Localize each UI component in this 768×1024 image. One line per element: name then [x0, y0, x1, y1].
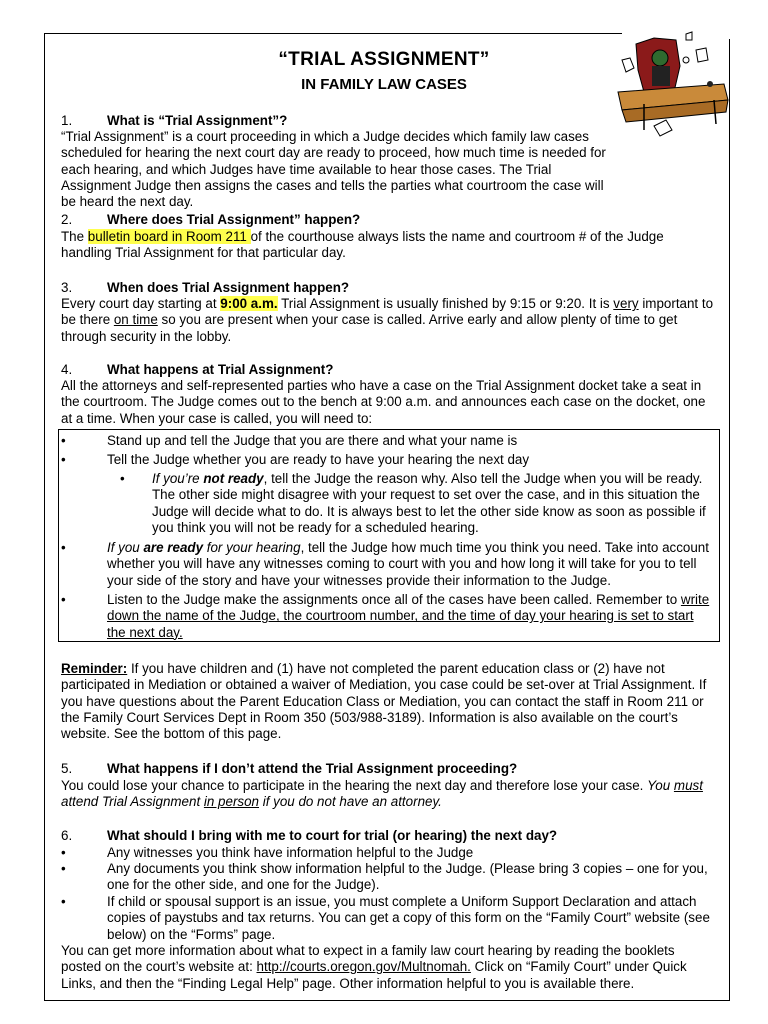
list-item: Any witnesses you think have information helpful to the Judge: [107, 845, 474, 860]
section-6-question: 6. What should I bring with me to court for trial (or hearing) the next day?: [61, 828, 558, 843]
section-5-question: 5. What happens if I don’t attend the Trial Assignment proceeding?: [61, 761, 518, 776]
judge-clipart-icon: [614, 30, 730, 142]
section-1-body: “Trial Assignment” is a court proceeding in which a Judge decides which family law cases scheduled for hearing the next court day are ready to proceed, how much time is needed for each hearing, and which Judges have time available to hear those cases. The Trial Assignment Judge then assigns the cases and tells the parties what courtroom the case will be heard the next day.: [61, 129, 606, 210]
section-1-question: 1. What is “Trial Assignment”?: [61, 113, 288, 128]
section-2-question: 2. Where does Trial Assignment” happen?: [61, 212, 361, 227]
section-5-body: You could lose your chance to participate in the hearing the next day and therefore lose your case. You must attend Trial Assignment in person if you do not have an attorney.: [61, 778, 703, 810]
section-2-body: The bulletin board in Room 211 of the courthouse always lists the name and courtroom # of the Judge handling Trial Assignment for that particular day.: [61, 229, 664, 261]
section-4-question: 4. What happens at Trial Assignment?: [61, 362, 334, 377]
list-item: If child or spousal support is an issue, you must complete a Uniform Support Declaration and attach copies of paystubs and tax returns. You can get a copy of this form on the “Family Court” website (see below) on the “Forms” page.: [107, 894, 710, 942]
page-subtitle: IN FAMILY LAW CASES: [301, 76, 467, 93]
reminder-paragraph: Reminder: If you have children and (1) have not completed the parent education class or (2) have not participated in Mediation or obtained a waiver of Mediation, you case could be set-over at Trial Assignment. If you have questions about the Parent Education Class or Mediation, you can contact the staff in Room 211 or the Family Court Services Dept in Room 350 (503/988-3189). Information is also available on the court’s website. See the bottom of this page.: [61, 661, 707, 742]
section-3-body: Every court day starting at 9:00 a.m. Trial Assignment is usually finished by 9:15 or 9:20. It is very important to be there on time so you are present when your case is called. Arrive early and allow plenty of time to get through security in the lobby.: [61, 296, 714, 344]
section-3-question: 3. When does Trial Assignment happen?: [61, 280, 350, 295]
list-item: Listen to the Judge make the assignments once all of the cases have been called. Remember to write down the name of the Judge, the courtroom number, and the time of day your hearing is set to start the next day.: [107, 592, 710, 640]
room-211-highlight: bulletin board in Room 211: [87, 229, 251, 244]
footer-paragraph: You can get more information about what to expect in a family law court hearing by reading the booklets posted on the court’s website at: http://courts.oregon.gov/Multnomah. Click on “Family Court” under Quick Links, and then the “Finding Legal Help” page. Other information helpful to you is available there.: [61, 943, 687, 991]
list-item: Any documents you think show information helpful to the Judge. (Please bring 3 copies – one for you, one for the other side, and one for the Judge).: [107, 861, 708, 893]
list-item: If you’re not ready, tell the Judge the reason why. Also tell the Judge when you will be ready. The other side might disagree with your request to set over the case, and in this situation the Judge will decide what to do. It is always best to let the other side know as soon as possible if you think you will not be ready for a scheduled hearing.: [152, 471, 706, 535]
time-highlight: 9:00 a.m.: [220, 296, 278, 311]
list-item: Stand up and tell the Judge that you are there and what your name is: [107, 433, 518, 448]
list-item: Tell the Judge whether you are ready to have your hearing the next day: [107, 452, 530, 467]
page-title: “TRIAL ASSIGNMENT”: [278, 49, 490, 70]
section-4-body: All the attorneys and self-represented parties who have a case on the Trial Assignment docket take a seat in the courtroom. The Judge comes out to the bench at 9:00 a.m. and announces each case on the docket, one at a time. When your case is called, you will need to:: [61, 378, 706, 426]
list-item: If you are ready for your hearing, tell the Judge how much time you think you need. Take into account whether you will have any witnesses coming to court with you and how long it will take for you to tell your side of the story and have your witnesses provide their information to the Judge.: [107, 540, 709, 588]
court-website-link[interactable]: http://courts.oregon.gov/Multnomah.: [256, 959, 471, 975]
